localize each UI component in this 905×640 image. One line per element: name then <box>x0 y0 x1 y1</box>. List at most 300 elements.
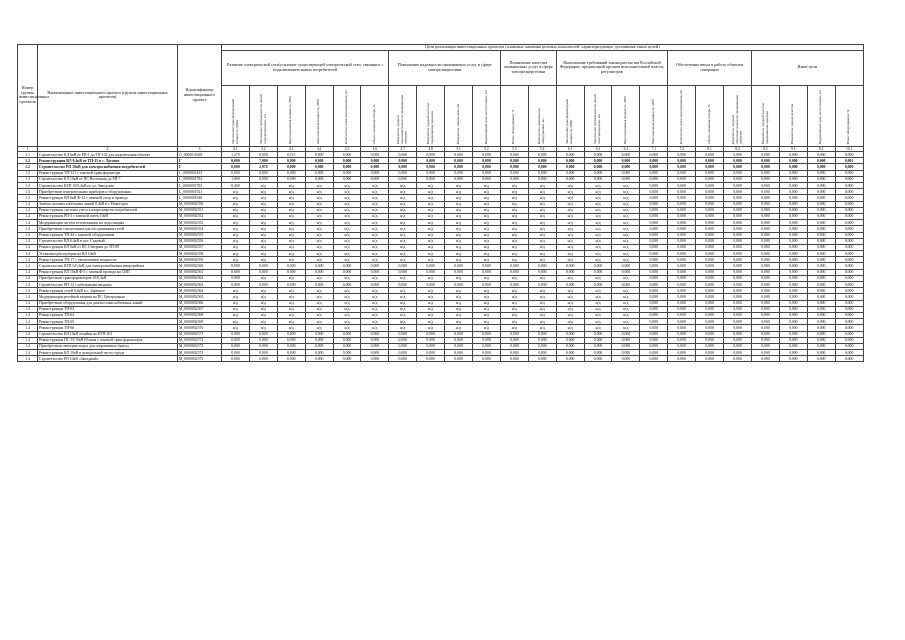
value-cell: 0,000 <box>389 164 417 170</box>
value-cell: н/д <box>305 312 333 318</box>
column-number: 7.1 <box>640 146 668 152</box>
value-cell: 0,000 <box>640 325 668 331</box>
project-name-cell: Реконструкция ТП-65 <box>38 319 178 325</box>
value-cell: 0,000 <box>724 183 752 189</box>
value-cell: н/д <box>445 319 473 325</box>
value-cell: н/д <box>249 238 277 244</box>
value-cell: н/д <box>305 325 333 331</box>
value-cell: 0,000 <box>417 269 445 275</box>
value-cell: 0,000 <box>556 164 584 170</box>
value-cell: 0,000 <box>751 350 779 356</box>
value-cell: 0,000 <box>473 343 501 349</box>
value-cell: н/д <box>556 183 584 189</box>
indicator-header: Количество точек присоединения, шт <box>668 85 696 146</box>
value-cell: н/д <box>222 312 250 318</box>
project-id-cell: L_0000001782 <box>178 176 222 182</box>
value-cell: 0,000 <box>835 343 863 349</box>
value-cell: н/д <box>556 288 584 294</box>
value-cell: н/д <box>249 251 277 257</box>
value-cell: н/д <box>389 312 417 318</box>
value-cell: 0,000 <box>361 164 389 170</box>
value-cell: 0,000 <box>584 337 612 343</box>
value-cell: 0,000 <box>528 170 556 176</box>
column-number: 7.2 <box>668 146 696 152</box>
value-cell: 0,000 <box>835 356 863 362</box>
value-cell: н/д <box>445 300 473 306</box>
value-cell: 0,000 <box>222 343 250 349</box>
project-id-cell: L_0000001783 <box>178 183 222 189</box>
value-cell: н/д <box>222 319 250 325</box>
value-cell: 0,000 <box>640 232 668 238</box>
value-cell: 0,000 <box>807 170 835 176</box>
value-cell: н/д <box>249 220 277 226</box>
value-cell: 0,000 <box>500 282 528 288</box>
value-cell: н/д <box>584 232 612 238</box>
value-cell: 0,000 <box>751 238 779 244</box>
value-cell: н/д <box>500 226 528 232</box>
value-cell: н/д <box>222 238 250 244</box>
value-cell: 0,000 <box>751 207 779 213</box>
value-cell: 0,000 <box>584 263 612 269</box>
value-cell: 0,000 <box>640 195 668 201</box>
value-cell: 0,000 <box>696 226 724 232</box>
value-cell: 0,000 <box>724 189 752 195</box>
value-cell: н/д <box>305 220 333 226</box>
project-name-cell: Реконструкция ВЛ 10кВ Ф-5 с заменой провода на СИП <box>38 269 178 275</box>
value-cell: 0,000 <box>807 325 835 331</box>
value-cell: 0,000 <box>696 257 724 263</box>
group-number-cell: 1.4 <box>18 251 38 257</box>
value-cell: н/д <box>361 288 389 294</box>
project-name-cell: Приобретение измерительных приборов и оборудования <box>38 189 178 195</box>
value-cell: н/д <box>473 207 501 213</box>
value-cell: н/д <box>222 189 250 195</box>
value-cell: 0,000 <box>473 263 501 269</box>
value-cell: 0,000 <box>222 275 250 281</box>
group-number-cell: 1.4 <box>18 226 38 232</box>
value-cell: н/д <box>361 275 389 281</box>
value-cell: н/д <box>584 319 612 325</box>
value-cell: 0,000 <box>835 288 863 294</box>
value-cell: 0,000 <box>361 356 389 362</box>
target-group-header: Развитие электрической сети/усиление существующей электрической сети, связанное с подключением новых потребителей <box>222 50 389 85</box>
value-cell: 0,000 <box>389 170 417 176</box>
value-cell: 0,000 <box>724 244 752 250</box>
value-cell: н/д <box>612 306 640 312</box>
value-cell: н/д <box>445 220 473 226</box>
value-cell: 0,000 <box>696 244 724 250</box>
project-id-cell: М_0000002559 <box>178 257 222 263</box>
value-cell: 0,000 <box>417 356 445 362</box>
value-cell: 0,000 <box>556 158 584 164</box>
value-cell: 0,000 <box>835 183 863 189</box>
value-cell: н/д <box>277 312 305 318</box>
value-cell: 0,000 <box>528 263 556 269</box>
value-cell: н/д <box>277 189 305 195</box>
value-cell: н/д <box>305 275 333 281</box>
group-number-cell: 1.2 <box>18 164 38 170</box>
column-number: 9.1 <box>779 146 807 152</box>
column-number: 5.2 <box>473 146 501 152</box>
value-cell: н/д <box>249 300 277 306</box>
value-cell: н/д <box>222 232 250 238</box>
value-cell: н/д <box>277 195 305 201</box>
value-cell: 0,000 <box>696 350 724 356</box>
value-cell: н/д <box>305 189 333 195</box>
value-cell: 0,000 <box>835 263 863 269</box>
value-cell: 0,000 <box>724 312 752 318</box>
value-cell: 0,000 <box>333 263 361 269</box>
value-cell: н/д <box>528 238 556 244</box>
value-cell: 0,000 <box>835 294 863 300</box>
value-cell: 0,000 <box>779 158 807 164</box>
project-id-cell: М_0000002557 <box>178 244 222 250</box>
value-cell: 0,000 <box>389 152 417 158</box>
project-id-cell: М_0000002561 <box>178 269 222 275</box>
value-cell: 0,000 <box>640 183 668 189</box>
value-cell: 0,000 <box>668 226 696 232</box>
value-cell: 0,000 <box>668 343 696 349</box>
value-cell: н/д <box>500 207 528 213</box>
group-number-cell: 1.4 <box>18 306 38 312</box>
value-cell: 0,000 <box>584 343 612 349</box>
column-number: 4.6 <box>361 146 389 152</box>
value-cell: 0,000 <box>751 183 779 189</box>
value-cell: 0,000 <box>556 282 584 288</box>
value-cell: 0,000 <box>807 164 835 170</box>
value-cell: н/д <box>473 312 501 318</box>
value-cell: 0,000 <box>277 263 305 269</box>
value-cell: 0,000 <box>389 343 417 349</box>
value-cell: 0,000 <box>556 176 584 182</box>
value-cell: н/д <box>612 294 640 300</box>
value-cell: 0,000 <box>724 251 752 257</box>
value-cell: 0,000 <box>389 269 417 275</box>
value-cell: н/д <box>500 306 528 312</box>
value-cell: 0,000 <box>500 152 528 158</box>
value-cell: 0,000 <box>445 350 473 356</box>
column-number: 5.3 <box>500 146 528 152</box>
value-cell: н/д <box>277 306 305 312</box>
value-cell: 0,000 <box>612 263 640 269</box>
value-cell: 0,000 <box>640 189 668 195</box>
value-cell: н/д <box>528 257 556 263</box>
value-cell: н/д <box>584 244 612 250</box>
value-cell: 0,000 <box>724 337 752 343</box>
value-cell: 0,000 <box>835 282 863 288</box>
value-cell: 0,000 <box>500 343 528 349</box>
project-id-cell: М_0000002567 <box>178 306 222 312</box>
value-cell: 0,000 <box>473 337 501 343</box>
value-cell: н/д <box>305 201 333 207</box>
value-cell: 0,000 <box>640 350 668 356</box>
value-cell: 0,000 <box>835 226 863 232</box>
value-cell: н/д <box>612 195 640 201</box>
project-name-cell: Строительство РП 10кВ для электроснабжения потребителей <box>38 164 178 170</box>
value-cell: 0,000 <box>779 201 807 207</box>
value-cell: 0,000 <box>724 257 752 263</box>
value-cell: н/д <box>584 213 612 219</box>
value-cell: н/д <box>222 213 250 219</box>
value-cell: н/д <box>333 244 361 250</box>
value-cell: 0,000 <box>696 269 724 275</box>
value-cell: 0,000 <box>835 337 863 343</box>
value-cell: 0,000 <box>696 158 724 164</box>
value-cell: н/д <box>361 294 389 300</box>
group-number-cell: 1.4 <box>18 238 38 244</box>
value-cell: н/д <box>528 226 556 232</box>
value-cell: 0,000 <box>751 213 779 219</box>
value-cell: н/д <box>445 232 473 238</box>
value-cell: н/д <box>556 238 584 244</box>
value-cell: н/д <box>528 251 556 257</box>
value-cell: 0,000 <box>724 226 752 232</box>
value-cell: н/д <box>389 251 417 257</box>
value-cell: н/д <box>222 306 250 312</box>
value-cell: н/д <box>333 189 361 195</box>
value-cell: 0,000 <box>556 337 584 343</box>
value-cell: 0,000 <box>361 343 389 349</box>
value-cell: н/д <box>584 275 612 281</box>
value-cell: н/д <box>528 201 556 207</box>
value-cell: 0,000 <box>751 356 779 362</box>
value-cell: 0,000 <box>640 164 668 170</box>
value-cell: 0,000 <box>361 170 389 176</box>
group-number-cell: 1.4 <box>18 288 38 294</box>
value-cell: н/д <box>473 195 501 201</box>
value-cell: 0,000 <box>640 275 668 281</box>
value-cell: 0,000 <box>779 343 807 349</box>
value-cell: н/д <box>473 325 501 331</box>
project-id-cell: М_0000002572 <box>178 337 222 343</box>
value-cell: 0,000 <box>333 331 361 337</box>
value-cell: 0,000 <box>249 263 277 269</box>
value-cell: 0,000 <box>779 152 807 158</box>
value-cell: 0,000 <box>305 170 333 176</box>
value-cell: н/д <box>612 226 640 232</box>
value-cell: н/д <box>249 183 277 189</box>
value-cell: н/д <box>500 195 528 201</box>
value-cell: 0,000 <box>779 337 807 343</box>
value-cell: н/д <box>417 251 445 257</box>
value-cell: 0,000 <box>724 356 752 362</box>
value-cell: 0,000 <box>751 251 779 257</box>
indicator-header: Максимальная мощность, МВт <box>640 85 668 146</box>
value-cell: 0,000 <box>640 343 668 349</box>
value-cell: 0,000 <box>473 164 501 170</box>
value-cell: 0,000 <box>751 343 779 349</box>
value-cell: 0,000 <box>835 152 863 158</box>
value-cell: 0,000 <box>473 356 501 362</box>
value-cell: н/д <box>333 207 361 213</box>
value-cell: 0,000 <box>305 176 333 182</box>
value-cell: н/д <box>612 244 640 250</box>
value-cell: н/д <box>556 312 584 318</box>
value-cell: н/д <box>528 275 556 281</box>
value-cell: н/д <box>249 189 277 195</box>
value-cell: н/д <box>361 213 389 219</box>
indicator-header: Увеличение трансформаторной мощности, МВА <box>556 85 584 146</box>
value-cell: н/д <box>305 306 333 312</box>
value-cell: н/д <box>249 288 277 294</box>
group-number-cell: 1.4 <box>18 312 38 318</box>
value-cell: н/д <box>556 207 584 213</box>
project-name-cell: Реконструкция сетей 0,4кВ в с. Заречное <box>38 288 178 294</box>
project-name-cell: Реконструкция системы учета электроэнергии потребителей <box>38 207 178 213</box>
value-cell: 0,000 <box>751 325 779 331</box>
value-cell: 0,000 <box>249 331 277 337</box>
project-id-cell: L_0000001940 <box>178 195 222 201</box>
project-name-cell: Замена силовых кабельных линий 0,4кВ в г. Новогорск <box>38 201 178 207</box>
value-cell: н/д <box>361 189 389 195</box>
value-cell: н/д <box>389 300 417 306</box>
project-id-cell: М_0000002571 <box>178 331 222 337</box>
value-cell: 0,000 <box>724 300 752 306</box>
value-cell: 0,000 <box>779 176 807 182</box>
group-number-cell: 1.4 <box>18 337 38 343</box>
value-cell: 0,000 <box>751 331 779 337</box>
project-id-cell: М_0000002569 <box>178 319 222 325</box>
value-cell: 0,000 <box>668 201 696 207</box>
value-cell: 0,000 <box>835 207 863 213</box>
value-cell: 0,000 <box>473 176 501 182</box>
value-cell: 0,000 <box>668 164 696 170</box>
value-cell: н/д <box>222 195 250 201</box>
column-number: 9.2 <box>807 146 835 152</box>
group-number-cell: 1.4 <box>18 325 38 331</box>
value-cell: 0,000 <box>445 282 473 288</box>
value-cell: н/д <box>333 232 361 238</box>
value-cell: 0,000 <box>835 213 863 219</box>
value-cell: н/д <box>556 319 584 325</box>
value-cell: н/д <box>361 220 389 226</box>
value-cell: н/д <box>473 244 501 250</box>
value-cell: н/д <box>361 207 389 213</box>
value-cell: 0,000 <box>696 195 724 201</box>
value-cell: н/д <box>333 220 361 226</box>
value-cell: 0,000 <box>807 263 835 269</box>
value-cell: 0,000 <box>668 312 696 318</box>
value-cell: 0,000 <box>835 350 863 356</box>
value-cell: н/д <box>222 300 250 306</box>
value-cell: 0,000 <box>528 356 556 362</box>
value-cell: 0,000 <box>222 350 250 356</box>
value-cell: 0,000 <box>222 158 250 164</box>
value-cell: н/д <box>612 319 640 325</box>
value-cell: 0,000 <box>445 356 473 362</box>
value-cell: 0,000 <box>417 152 445 158</box>
value-cell: 0,000 <box>807 282 835 288</box>
project-name-cell: Реконструкция КЛ 6кВ от ПС Северная до ТП-88 <box>38 244 178 250</box>
value-cell: 0,000 <box>751 195 779 201</box>
value-cell: 0,000 <box>724 213 752 219</box>
value-cell: 0,000 <box>528 158 556 164</box>
value-cell: н/д <box>556 226 584 232</box>
value-cell: 0,000 <box>445 269 473 275</box>
value-cell: н/д <box>445 183 473 189</box>
value-cell: 0,000 <box>640 244 668 250</box>
value-cell: 0,000 <box>668 263 696 269</box>
value-cell: 0,000 <box>696 356 724 362</box>
project-name-cell: Установка реклоузеров на ВЛ 10кВ <box>38 251 178 257</box>
value-cell: 0,000 <box>556 152 584 158</box>
value-cell: н/д <box>361 319 389 325</box>
project-name-cell: Реконструкция КЛ 10кВ в центральной части города <box>38 350 178 356</box>
value-cell: 0,000 <box>751 294 779 300</box>
value-cell: 0,000 <box>696 189 724 195</box>
value-cell: н/д <box>445 312 473 318</box>
value-cell: н/д <box>445 201 473 207</box>
value-cell: н/д <box>528 325 556 331</box>
value-cell: 0,000 <box>584 282 612 288</box>
value-cell: н/д <box>277 300 305 306</box>
value-cell: 0,000 <box>668 207 696 213</box>
value-cell: н/д <box>445 257 473 263</box>
value-cell: 0,000 <box>333 269 361 275</box>
value-cell: н/д <box>277 183 305 189</box>
value-cell: н/д <box>333 195 361 201</box>
value-cell: 0,000 <box>668 300 696 306</box>
value-cell: 0,000 <box>222 282 250 288</box>
value-cell: 0,000 <box>277 176 305 182</box>
column-number: 6.3 <box>612 146 640 152</box>
value-cell: 0,000 <box>668 275 696 281</box>
value-cell: н/д <box>305 213 333 219</box>
value-cell: 0,000 <box>612 170 640 176</box>
value-cell: н/д <box>612 232 640 238</box>
value-cell: 0,000 <box>696 170 724 176</box>
value-cell: 0,000 <box>445 176 473 182</box>
value-cell: 1,270 <box>222 152 250 158</box>
value-cell: н/д <box>333 213 361 219</box>
project-id-cell: М_0000002552 <box>178 213 222 219</box>
value-cell: 0,000 <box>333 152 361 158</box>
value-cell: 0,000 <box>696 213 724 219</box>
value-cell: 0,000 <box>835 325 863 331</box>
value-cell: 0,001 <box>835 158 863 164</box>
value-cell: н/д <box>249 213 277 219</box>
value-cell: н/д <box>417 306 445 312</box>
value-cell: 0,000 <box>333 176 361 182</box>
value-cell: н/д <box>389 207 417 213</box>
value-cell: 0,000 <box>668 232 696 238</box>
value-cell: 0,000 <box>361 263 389 269</box>
indicator-header: Показатель средней продолжительности прекращения передачи <box>724 85 752 146</box>
project-id-cell: М_0000002555 <box>178 232 222 238</box>
project-name-cell: Строительство ВЛ 0,4кВ в пос. Садовый <box>38 238 178 244</box>
value-cell: н/д <box>584 189 612 195</box>
project-id-cell: М_0000002564 <box>178 288 222 294</box>
value-cell: 0,000 <box>751 306 779 312</box>
value-cell: н/д <box>528 319 556 325</box>
project-name-cell: Приобретение трансформаторов 10/0,4кВ <box>38 275 178 281</box>
value-cell: н/д <box>612 183 640 189</box>
value-cell: 0,000 <box>445 164 473 170</box>
value-cell: н/д <box>361 226 389 232</box>
value-cell: 0,000 <box>417 170 445 176</box>
value-cell: н/д <box>361 232 389 238</box>
value-cell: н/д <box>500 220 528 226</box>
group-number-cell: 1.4 <box>18 263 38 269</box>
project-name-cell: Строительство КЛ 6кВ от РП-1 до ТП-102 для подключения объекта <box>38 152 178 158</box>
value-cell: 0,000 <box>528 331 556 337</box>
project-id-cell: Г <box>178 164 222 170</box>
value-cell: 0,000 <box>724 275 752 281</box>
value-cell: н/д <box>445 189 473 195</box>
value-cell: 0,000 <box>835 244 863 250</box>
value-cell: 0,000 <box>696 300 724 306</box>
value-cell: н/д <box>249 312 277 318</box>
